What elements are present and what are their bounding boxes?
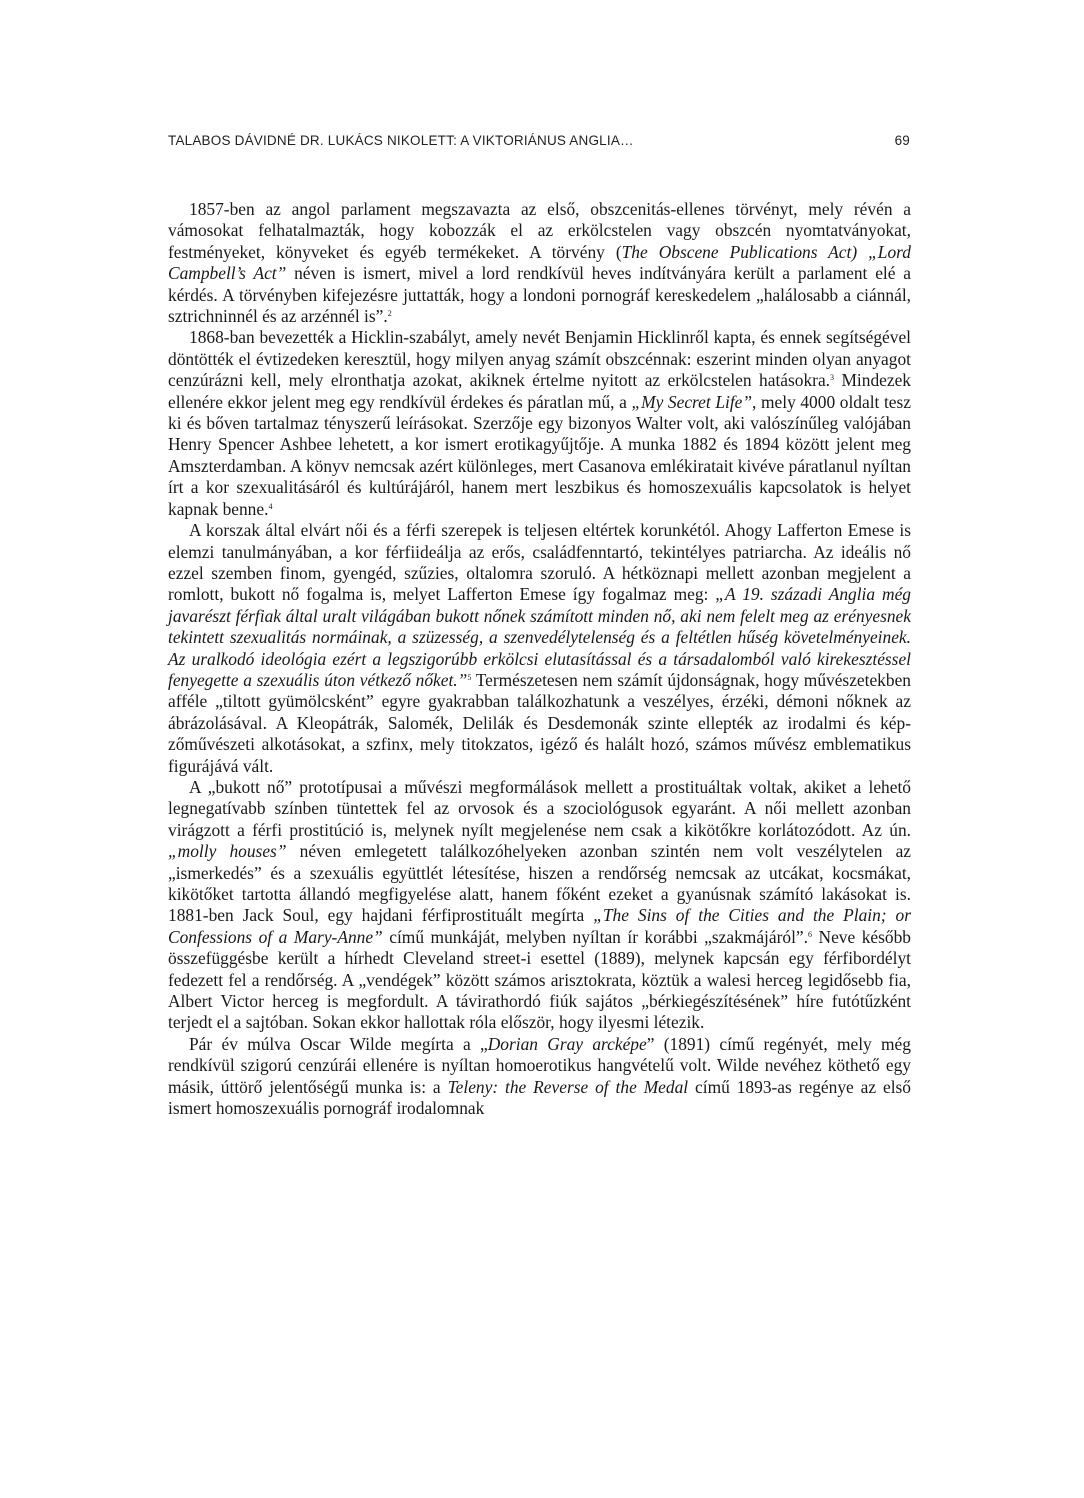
body-paragraph — [168, 1034, 911, 1120]
running-title: TALABOS DÁVIDNÉ DR. LUKÁCS NIKOLETT: A VIKTORIÁNUS ANGLIA… — [168, 133, 634, 148]
paragraph-text: 1868-ban bevezették a Hicklin-szabályt, amely nevét Benjamin Hicklinről kapta, és ennek segítségével döntötték el évtizedeken keresztül, hogy milyen anyag számít obszcénnak: eszerint minden olyan anyagot cenzúrázni kell, mely elronthatja azokat, akiknek értelme nyitott az erkölcstelen hatásokra. — [168, 327, 911, 391]
paragraph-text: Mindezek ellenére ekkor jelent meg egy rendkívül érdekes és páratlan mű, a — [168, 370, 911, 412]
paragraph-text: A „bukott nő” prototípusai a művészi megformálások mellett a prostituáltak voltak, akiket a lehető legnegatívabb színben tüntettek fel az orvosok és a szociológusok egyaránt. A női mellett azonban virágzott a férfi prostitúció is, melynek nyílt megjelenése nem csak a kikötőkre korlátozódott. Az ún. — [168, 776, 911, 840]
paragraph-text: című 1893-as regénye az első ismert homoszexuális pornográf irodalomnak — [168, 1076, 911, 1119]
italic-text: Dorian Gray arcképe — [487, 1033, 647, 1054]
paragraph-text: Neve később összefüggésbe került a hírhedt Cleveland street-i esettel (1889), melynek kapcsán egy férfibordélyt fedezett fel a rendőrség. A „vendégek” között számos arisztokrata, köztük a walesi herceg legidősebb fia, Albert Victor herceg is megfordult. A távirathordó fiúk sajátos „bérkiegészítésének” híre futótűzként terjedt el a sajtóban. Sokan ekkor hallottak róla először, hogy ilyesmi létezik. — [168, 926, 911, 1033]
paragraph-text: Természetesen nem számít újdonságnak, hogy művészetekben afféle „tiltott gyümölcsként” egyre gyakrabban találkozhatunk a veszélyes, érzéki, démoni nőknek az ábrázolásával. A Kleopátrák, Salomék, Delilák és Desdemonák szinte ellepték az irodalmi és képzőművészeti alkotásokat, a szfinx, mely titokzatos, igéző és halált hozó, számos művész emblematikus figurájává vált. — [168, 669, 911, 776]
paragraph-text: néven is ismert, mivel a lord rendkívül heves indítványára került a parlament elé a kérdés. A törvényben kifejezésre juttatták, hogy a londoni pornográf kereskedelem „halálosabb a ciánnál, sztrichninnél és az arzénnél is”. — [168, 263, 911, 327]
paragraph-text: A korszak által elvárt női és a férfi szerepek is teljesen eltértek korunkétól. Ahogy Lafferton Emese is elemzi tanulmányában, a kor férfiideálja az erős, családfenntartó, tekintélyes patriarcha. Az ideális nő ezzel szemben finom, gyengéd, szűzies, oltalomra szoruló. A hétköznapi mellett azonban megjelent a romlott, bukott nő fogalma is, melyet Lafferton Emese így fogalmaz meg: — [168, 520, 911, 605]
article-body — [168, 199, 911, 1119]
footnote-reference: 3 — [830, 373, 835, 383]
footnote-reference: 6 — [807, 929, 812, 939]
paragraph-text: Pár év múlva Oscar Wilde megírta a „ — [189, 1033, 488, 1054]
body-paragraph — [168, 777, 911, 1034]
body-paragraph — [168, 520, 911, 777]
italic-text: Teleny: the Reverse of the Medal — [447, 1076, 689, 1097]
paragraph-text: , mely 4000 oldalt tesz ki és bőven tartalmaz tényszerű leírásokat. Szerzője egy bizonyos Walter volt, aki valószínűleg valójában Henry Spencer Ashbee lehetett, a kor ismert erotikagyűjtője. A munka 1882 és 1894 között jelent meg Amszterdamban. A könyv nemcsak azért különleges, mert Casanova emlékiratait kivéve páratlanul nyíltan írt a kor szexualitásáról és kultúrájáról, hanem mert leszbikus és homoszexuális kapcsolatok is helyet kapnak benne. — [168, 391, 911, 519]
footnote-reference: 2 — [387, 309, 392, 319]
italic-text: „A 19. századi Anglia még javarészt férfiak által uralt világában bukott nőnek számított minden nő, aki nem felelt meg az erényesnek tekintett szexualitás normáinak, a szüzesség, a szenvedélytelenség és a feltétlen hűség követelményeinek. Az uralkodó ideológia ezért a legszigorúbb erkölcsi elutasítással és a társadalomból való kirekesztéssel fenyegette a szexuális úton vétkező nőket.” — [168, 584, 911, 690]
italic-text: „The Sins of the Cities and the Plain; or Confessions of a Mary-Anne” — [168, 905, 911, 947]
paragraph-text: 1857-ben az angol parlament megszavazta az első, obszcenitás-ellenes törvényt, mely révén a vámosokat felhatalmazták, hogy kobozzák el az erkölcstelen vagy obszcén nyomtatványokat, festményeket, könyveket és egyéb termékeket. A törvény ( — [168, 199, 911, 262]
footnote-reference: 5 — [467, 672, 472, 682]
paragraph-text: ” (1891) című regényét, mely még rendkívül szigorú cenzúrái ellenére is nyíltan homoerotikus hangvételű volt. Wilde nevéhez köthető egy másik, úttörő jelentőségű munka is: a — [168, 1033, 911, 1097]
body-paragraph — [168, 199, 911, 327]
body-paragraph — [168, 327, 911, 520]
page-number: 69 — [894, 133, 910, 148]
paragraph-text: néven emlegetett találkozóhelyeken azonban szintén nem volt veszélytelen az „ismerkedés” és a szexuális együttlét létesítése, hiszen a rendőrség nemcsak az utcákat, kocsmákat, kikötőket tartotta állandó megfigyelése alatt, hanem főként ezeket a gyanúsnak számító lakásokat is. 1881-ben Jack Soul, egy hajdani férfiprostituált megírta — [168, 841, 912, 926]
italic-text: „My Secret Life” — [631, 391, 753, 412]
footnote-reference: 4 — [268, 501, 273, 511]
italic-text: „molly houses” — [168, 841, 287, 862]
paragraph-text: című munkáját, melyben nyíltan ír korábbi „szakmájáról”. — [382, 926, 808, 947]
italic-text: The Obscene Publications Act) „Lord Campbell’s Act” — [168, 241, 911, 284]
